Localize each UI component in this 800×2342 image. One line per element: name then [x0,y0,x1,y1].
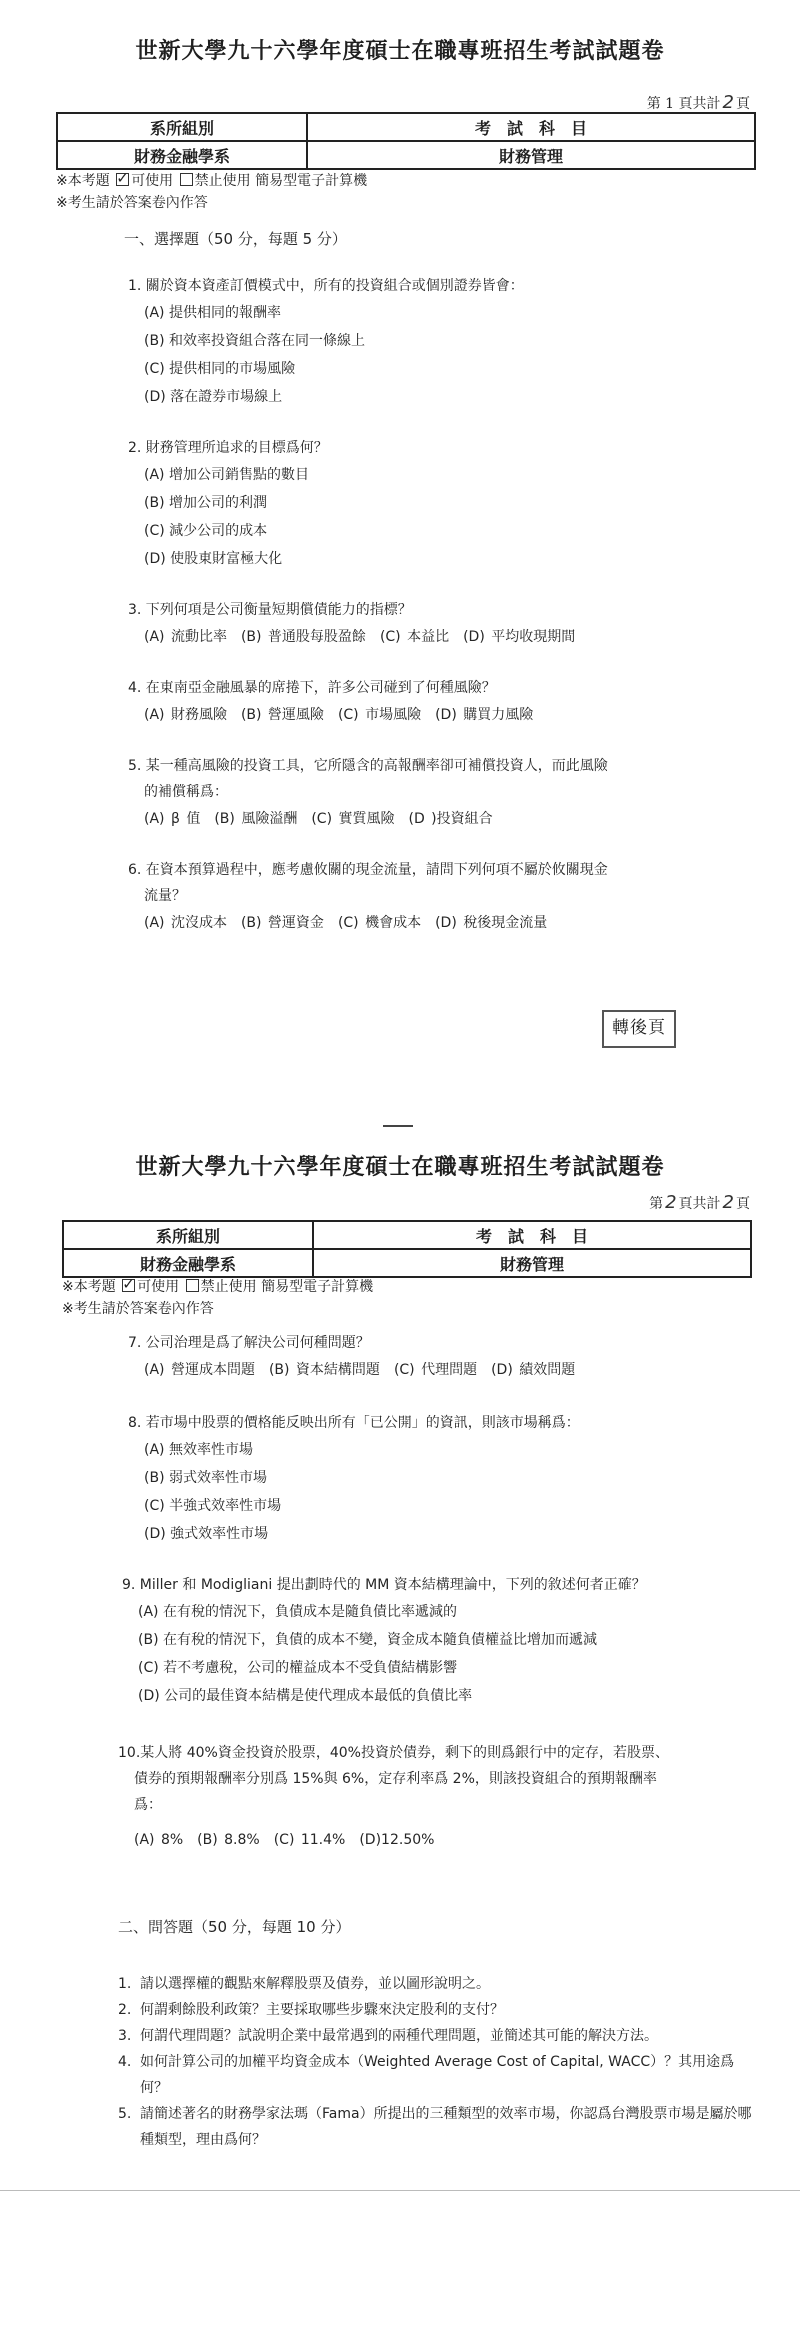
option: (D)12.50% [359,1832,435,1848]
page-total: 2 [722,92,734,113]
option: (B) 普通股每股盈餘 [240,629,366,645]
option: (C) 代理問題 [393,1362,478,1378]
option: (D) 公司的最佳資本結構是使代理成本最低的負債比率 [138,1688,473,1704]
department-value: 財務金融學系 [63,1249,313,1277]
option: (D) 績效問題 [491,1362,576,1378]
calculator-note-prefix: ※本考題 [62,1279,116,1295]
exam-page-2 [0,1150,800,2342]
option: (C) 實質風險 [311,811,395,827]
col-header-subject: 考 試 科 目 [307,113,755,141]
option: (A) β 值 [144,811,201,827]
page-prefix: 第 [646,96,661,112]
answer-note: ※考生請於答案卷內作答 [56,195,208,211]
question-stem: 10.某人將 40%資金投資於股票，40%投資於債券，剩下的則爲銀行中的定存，若股票、 [118,1745,669,1761]
col-header-subject: 考 試 科 目 [313,1221,751,1249]
exam-info-table [56,112,756,170]
question-stem: 4. 在東南亞金融風暴的席捲下，許多公司碰到了何種風險？ [128,680,496,696]
option: (B) 和效率投資組合落在同一條線上 [144,333,365,349]
essay-text: 如何計算公司的加權平均資金成本（Weighted Average Cost of Capital, WACC）？其用途爲何？ [140,2054,735,2096]
question-6 [128,857,800,937]
question-10 [118,1740,800,1854]
option: (B) 營運風險 [240,707,324,723]
page-number [649,1192,750,1213]
exam-info-table [62,1220,752,1278]
essay-text: 何謂剩餘股利政策？主要採取哪些步驟來決定股利的支付？ [140,2002,504,2018]
checkbox-forbidden-icon [180,173,193,186]
question-stem-cont: 債券的預期報酬率分別爲 15%與 6%，定存利率爲 2%，則該投資組合的預期報酬率 [134,1771,657,1787]
question-9 [122,1572,800,1710]
essay-number: 1. [118,1976,132,1992]
page-suffix: 頁 [736,96,750,112]
checkbox-allowed-icon [116,173,129,186]
question-4 [128,675,800,729]
essay-text: 請以選擇權的觀點來解釋股票及債券，並以圖形說明之。 [140,1976,490,1992]
page-prefix: 第 [649,1196,664,1212]
question-stem: 7. 公司治理是爲了解決公司何種問題？ [128,1335,370,1351]
exam-page-1 [0,0,800,1130]
calculator-note-prefix: ※本考題 [56,173,110,189]
page-mid: 頁共計 [678,96,721,112]
page-suffix: 頁 [736,1196,750,1212]
question-stem: 1. 關於資本資產訂價模式中，所有的投資組合或個別證券皆會： [128,278,524,294]
option: (C) 若不考慮稅，公司的權益成本不受負債結構影響 [138,1660,458,1676]
question-stem: 6. 在資本預算過程中，應考慮攸關的現金流量，請問下列何項不屬於攸關現金 [128,862,608,878]
option-row [144,623,800,651]
essay-list [118,1971,800,2153]
checkbox-allowed-icon [122,1279,135,1292]
calculator-forbidden-label: 禁止使用 [200,1279,257,1295]
subject-value: 財務管理 [313,1249,751,1277]
option: (A) 無效率性市場 [144,1442,253,1458]
answer-note: ※考生請於答案卷內作答 [62,1301,214,1317]
option: (B) 資本結構問題 [268,1362,380,1378]
option: (D) 平均收現期間 [463,629,576,645]
page-total: 2 [722,1192,734,1213]
question-stem-cont: 爲： [134,1797,162,1813]
page-mid: 頁共計 [678,1196,721,1212]
option-row [144,701,800,729]
option: (D) 強式效率性市場 [144,1526,269,1542]
essay-question [118,2101,800,2153]
option: (A) 營運成本問題 [144,1362,255,1378]
question-stem-cont: 流量？ [144,888,186,904]
option: (C) 提供相同的市場風險 [144,361,296,377]
page2-content [0,1330,800,2153]
exam-title: 世新大學九十六學年度碩士在職專班招生考試試題卷 [135,38,665,64]
option: (D )投資組合 [408,811,493,827]
section2-title: 二、問答題（50 分，每題 10 分） [118,1918,351,1936]
essay-number: 3. [118,2028,132,2044]
subject-value: 財務管理 [307,141,755,169]
page-current: 1 [665,96,675,112]
calculator-note [62,1276,373,1298]
calculator-type: 簡易型電子計算機 [255,173,368,189]
option: (A) 流動比率 [144,629,227,645]
essay-question [118,2049,800,2101]
essay-number: 5. [118,2106,132,2122]
option: (A) 增加公司銷售點的數目 [144,467,309,483]
option: (C) 機會成本 [337,915,422,931]
calculator-note [56,170,367,192]
exam-title: 世新大學九十六學年度碩士在職專班招生考試試題卷 [135,1154,665,1180]
page-current: 2 [665,1192,677,1213]
option: (B) 在有稅的情況下，負債的成本不變，資金成本隨負債權益比增加而遞減 [138,1632,597,1648]
calculator-type: 簡易型電子計算機 [261,1279,374,1295]
page-number [647,92,750,113]
exam-notes [62,1276,373,1320]
essay-text: 何謂代理問題？試說明企業中最常遇到的兩種代理問題，並簡述其可能的解決方法。 [140,2028,658,2044]
option: (C) 市場風險 [337,707,422,723]
col-header-department: 系所組別 [57,113,307,141]
question-stem: 2. 財務管理所追求的目標爲何？ [128,440,328,456]
essay-question [118,2023,800,2049]
essay-text: 請簡述著名的財務學家法瑪（Fama）所提出的三種類型的效率市場，你認爲台灣股票市場是屬於哪種類型，理由爲何？ [140,2106,752,2148]
option: (B) 風險溢酬 [214,811,298,827]
option-row [144,909,800,937]
option: (A) 沈沒成本 [144,915,227,931]
question-3 [128,597,800,651]
page1-content [0,228,800,937]
continue-stamp: 轉後頁 [602,1010,676,1048]
option: (B) 營運資金 [240,915,324,931]
option: (A) 提供相同的報酬率 [144,305,281,321]
option: (C) 半強式效率性市場 [144,1498,282,1514]
page-separator [383,1125,413,1127]
checkbox-forbidden-icon [186,1279,199,1292]
department-value: 財務金融學系 [57,141,307,169]
option: (D) 購買力風險 [435,707,534,723]
essay-question [118,1971,800,1997]
option-row [144,805,800,833]
exam-notes [56,170,367,214]
option: (D) 使股東財富極大化 [144,551,283,567]
scan-bottom-edge [0,2190,800,2191]
question-7 [128,1330,800,1384]
option: (B) 弱式效率性市場 [144,1470,267,1486]
option: (B) 8.8% [197,1832,260,1848]
essay-number: 4. [118,2054,132,2070]
essay-question [118,1997,800,2023]
calculator-allowed-label: 可使用 [131,173,174,189]
section1-title: 一、選擇題（50 分，每題 5 分） [124,230,347,248]
option: (C) 本益比 [379,629,450,645]
option-row [144,1356,800,1384]
calculator-allowed-label: 可使用 [137,1279,180,1295]
option: (C) 11.4% [273,1832,346,1848]
option: (A) 8% [134,1832,184,1848]
question-5 [128,753,800,833]
calculator-forbidden-label: 禁止使用 [194,173,251,189]
question-stem-cont: 的補償稱爲： [144,784,228,800]
question-2 [128,435,800,573]
option: (D) 落在證券市場線上 [144,389,283,405]
question-stem: 8. 若市場中股票的價格能反映出所有「已公開」的資訊，則該市場稱爲： [128,1415,580,1431]
option: (B) 增加公司的利潤 [144,495,267,511]
option: (A) 在有稅的情況下，負債成本是隨負債比率遞減的 [138,1604,457,1620]
question-8 [128,1410,800,1548]
question-stem: 3. 下列何項是公司衡量短期償債能力的指標？ [128,602,412,618]
question-1 [128,273,800,411]
question-stem: 9. Miller 和 Modigliani 提出劃時代的 MM 資本結構理論中，下列的敘述何者正確？ [122,1577,646,1593]
question-stem: 5. 某一種高風險的投資工具，它所隱含的高報酬率卻可補償投資人，而此風險 [128,758,608,774]
col-header-department: 系所組別 [63,1221,313,1249]
option: (A) 財務風險 [144,707,227,723]
essay-number: 2. [118,2002,132,2018]
option: (C) 減少公司的成本 [144,523,268,539]
option: (D) 稅後現金流量 [435,915,548,931]
option-row [134,1826,800,1854]
